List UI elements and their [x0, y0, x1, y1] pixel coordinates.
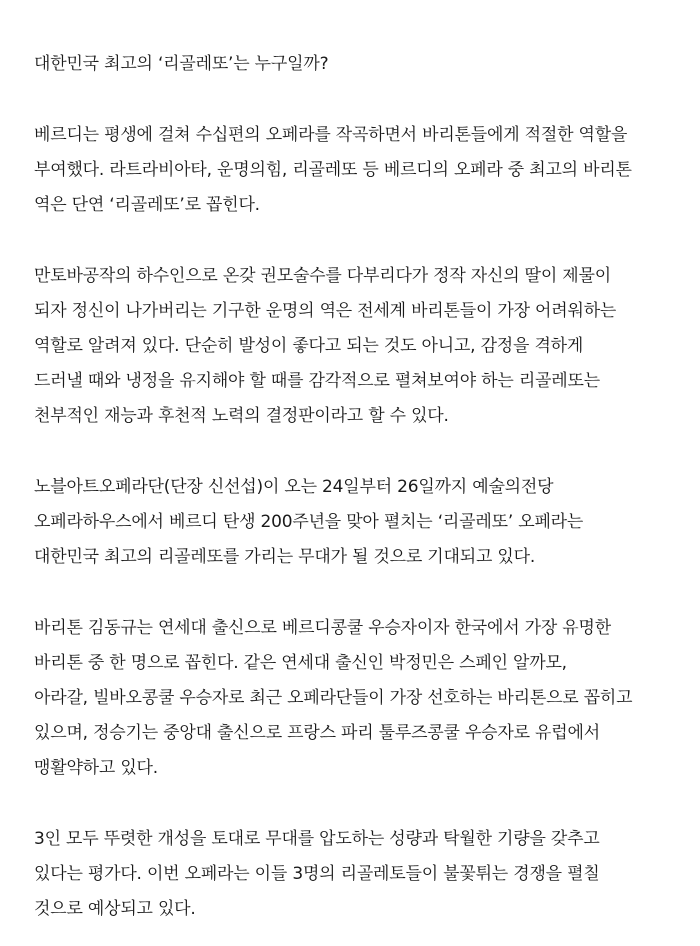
paragraph-line: 있으며, 정승기는 중앙대 출신으로 프랑스 파리 툴루즈콩쿨 우승자로 유럽에서 [34, 723, 600, 743]
paragraph-line: 대한민국 최고의 리골레또를 가리는 무대가 될 것으로 기대되고 있다. [34, 547, 536, 567]
paragraph-line: 있다는 평가다. 이번 오페라는 이들 3명의 리골레토들이 불꽃튀는 경쟁을 펼칠 [34, 864, 600, 884]
paragraph-line: 베르디는 평생에 걸쳐 수십편의 오페라를 작곡하면서 바리톤들에게 적절한 역할을 [34, 125, 628, 145]
paragraph-line: 바리톤 김동규는 연세대 출신으로 베르디콩쿨 우승자이자 한국에서 가장 유명한 [34, 618, 611, 638]
paragraph-line: 바리톤 중 한 명으로 꼽힌다. 같은 연세대 출신인 박정민은 스페인 알까모, [34, 653, 567, 673]
paragraph-line: 맹활약하고 있다. [34, 758, 158, 778]
paragraph-line: 아라갈, 빌바오콩쿨 우승자로 최근 오페라단들이 가장 선호하는 바리톤으로 꼽히고 [34, 688, 633, 708]
paragraph-line: 오페라하우스에서 베르디 탄생 200주년을 맞아 펼치는 ‘리골레또’ 오페라는 [34, 512, 584, 532]
paragraph-line: 역은 단연 ‘리골레또’로 꼽힌다. [34, 195, 260, 215]
paragraph-line: 노블아트오페라단(단장 신선섭)이 오는 24일부터 26일까지 예술의전당 [34, 477, 554, 497]
paragraph-line: 것으로 예상되고 있다. [34, 899, 196, 919]
paragraph-line: 천부적인 재능과 후천적 노력의 결정판이라고 할 수 있다. [34, 406, 449, 426]
paragraph-line: 드러낼 때와 냉정을 유지해야 할 때를 감각적으로 펼쳐보여야 하는 리골레또는 [34, 371, 600, 391]
paragraph-line: 역할로 알려져 있다. 단순히 발성이 좋다고 되는 것도 아니고, 감정을 격하게 [34, 336, 584, 356]
paragraph-line: 되자 정신이 나가버리는 기구한 운명의 역은 전세계 바리톤들이 가장 어려워하는 [34, 301, 617, 321]
paragraph-line: 3인 모두 뚜렷한 개성을 토대로 무대를 압도하는 성량과 탁월한 기량을 갖추고 [34, 829, 600, 849]
paragraph-line: 부여했다. 라트라비아타, 운명의힘, 리골레또 등 베르디의 오페라 중 최고의 바리톤 [34, 160, 632, 180]
paragraph-line: 만토바공작의 하수인으로 온갖 권모술수를 다부리다가 정작 자신의 딸이 제물이 [34, 266, 611, 286]
article-title: 대한민국 최고의 ‘리골레또’는 누구일까? [34, 54, 329, 74]
